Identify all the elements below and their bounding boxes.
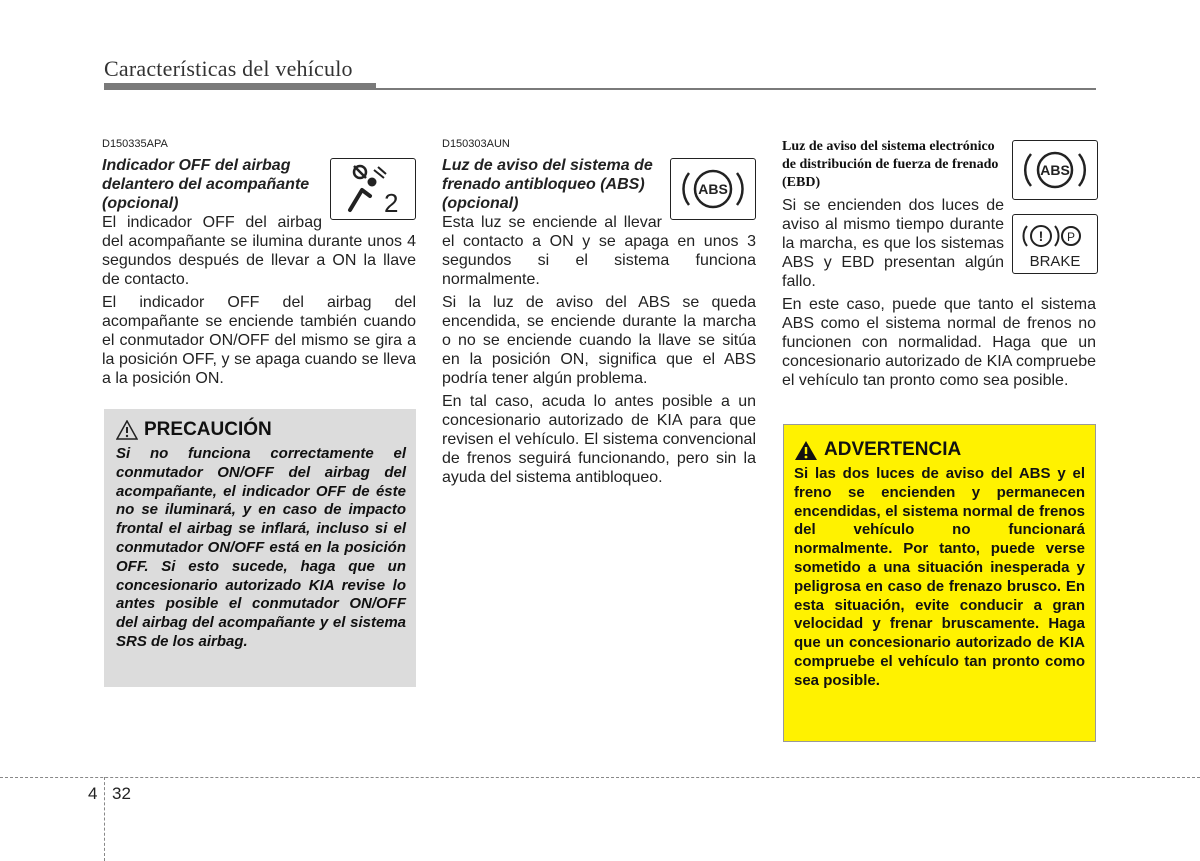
warning-text: Si las dos luces de aviso del ABS y el freno se encienden y permanecen encendidas, el sistema normal de frenos del vehículo no funcionará normalmente. Por tanto, puede verse sometido a una situación inesperada y peligrosa en caso de frenazo brusco. En esta situación, evite conducir a gran velocidad y frenar bruscamente. Haga que un concesionario autorizado de KIA compruebe el vehículo tan pronto como sea posible. <box>794 465 1085 689</box>
ebd-icons <box>1012 140 1096 274</box>
abs-warning-icon <box>670 158 756 220</box>
page-number: 32 <box>112 784 131 803</box>
section-code: D150335APA <box>102 138 168 150</box>
section-code: D150303AUN <box>442 138 510 150</box>
body-paragraph: El indicador OFF del airbag del acompañante se ilumina durante unos 4 segundos después de llevar a ON la llave de contacto. <box>102 214 416 288</box>
brake-excl-label: ! <box>1038 228 1044 244</box>
header-rule-thick <box>104 83 376 90</box>
airbag-off-icon <box>330 158 416 220</box>
caution-text: Si no funciona correctamente el conmutador ON/OFF del airbag del acompañante, el indicador OFF de éste no se iluminará, y en caso de impacto frontal el airbag se inflará, incluso si el conmutador ON/OFF está en la posición OFF. Si esto sucede, haga que un concesionario autorizado KIA revise lo antes posible el conmutador ON/OFF del airbag del acompañante y el sistema SRS de los airbag. <box>116 445 406 650</box>
body-paragraph: Si se encienden dos luces de aviso al mismo tiempo durante la marcha, es que los sistemas ABS y EBD presentan algún fallo. <box>782 197 1004 290</box>
brake-warning-icon <box>1012 214 1098 274</box>
footer-divider <box>0 777 1200 778</box>
body-paragraph: En este caso, puede que tanto el sistema ABS como el sistema normal de frenos no funcionen con normalidad. Haga que un concesionario autorizado de KIA compruebe el vehículo tan pronto como sea posible. <box>782 296 1096 389</box>
body-paragraph: El indicador OFF del airbag del acompañante se enciende también cuando el conmutador ON/OFF del mismo se gira a la posición OFF, y se apaga cuando se lleva a la posición ON. <box>102 294 416 387</box>
section-heading: Indicador OFF del airbag delantero del acompañante (opcional) <box>102 157 310 212</box>
column-abs <box>442 138 756 491</box>
section-heading: Luz de aviso del sistema de frenado antibloqueo (ABS) (opcional) <box>442 157 653 212</box>
abs-warning-icon <box>1012 140 1098 200</box>
warning-box <box>783 424 1096 742</box>
body-paragraph: En tal caso, acuda lo antes posible a un concesionario autorizado de KIA para que revisen el vehículo. El sistema convencional de frenos seguirá funcionando, pero sin la ayuda del sistema antibloqueo. <box>442 393 756 486</box>
body-paragraph: Esta luz se enciende al llevar el contacto a ON y se apaga en unos 3 segundos si el sistema funciona normalmente. <box>442 214 756 288</box>
caution-box <box>104 409 416 687</box>
brake-icon-label: BRAKE <box>1029 253 1081 270</box>
column-airbag <box>102 138 416 392</box>
chapter-number: 4 <box>88 784 98 803</box>
caution-title: PRECAUCIÓN <box>144 419 272 440</box>
column-ebd <box>782 138 1096 394</box>
page-header-title: Características del vehículo <box>104 56 353 81</box>
abs-icon-label: ABS <box>698 181 728 197</box>
body-paragraph: Si la luz de aviso del ABS se queda encendida, se enciende durante la marcha o no se enciende cuando la llave se sitúa en la posición ON, significa que el ABS podría tener algún problema. <box>442 294 756 387</box>
warning-title: ADVERTENCIA <box>824 439 962 460</box>
svg-text:2: 2 <box>384 188 399 216</box>
brake-p-label: P <box>1066 230 1076 244</box>
warning-triangle-icon <box>794 440 818 461</box>
footer-vertical-divider <box>104 777 105 861</box>
header-rule-thin <box>376 88 1096 90</box>
abs-icon-label: ABS <box>1040 162 1070 178</box>
section-heading: Luz de aviso del sistema electrónico de distribución de fuerza de frenado (EBD) <box>782 139 999 190</box>
warning-triangle-icon <box>116 420 138 440</box>
